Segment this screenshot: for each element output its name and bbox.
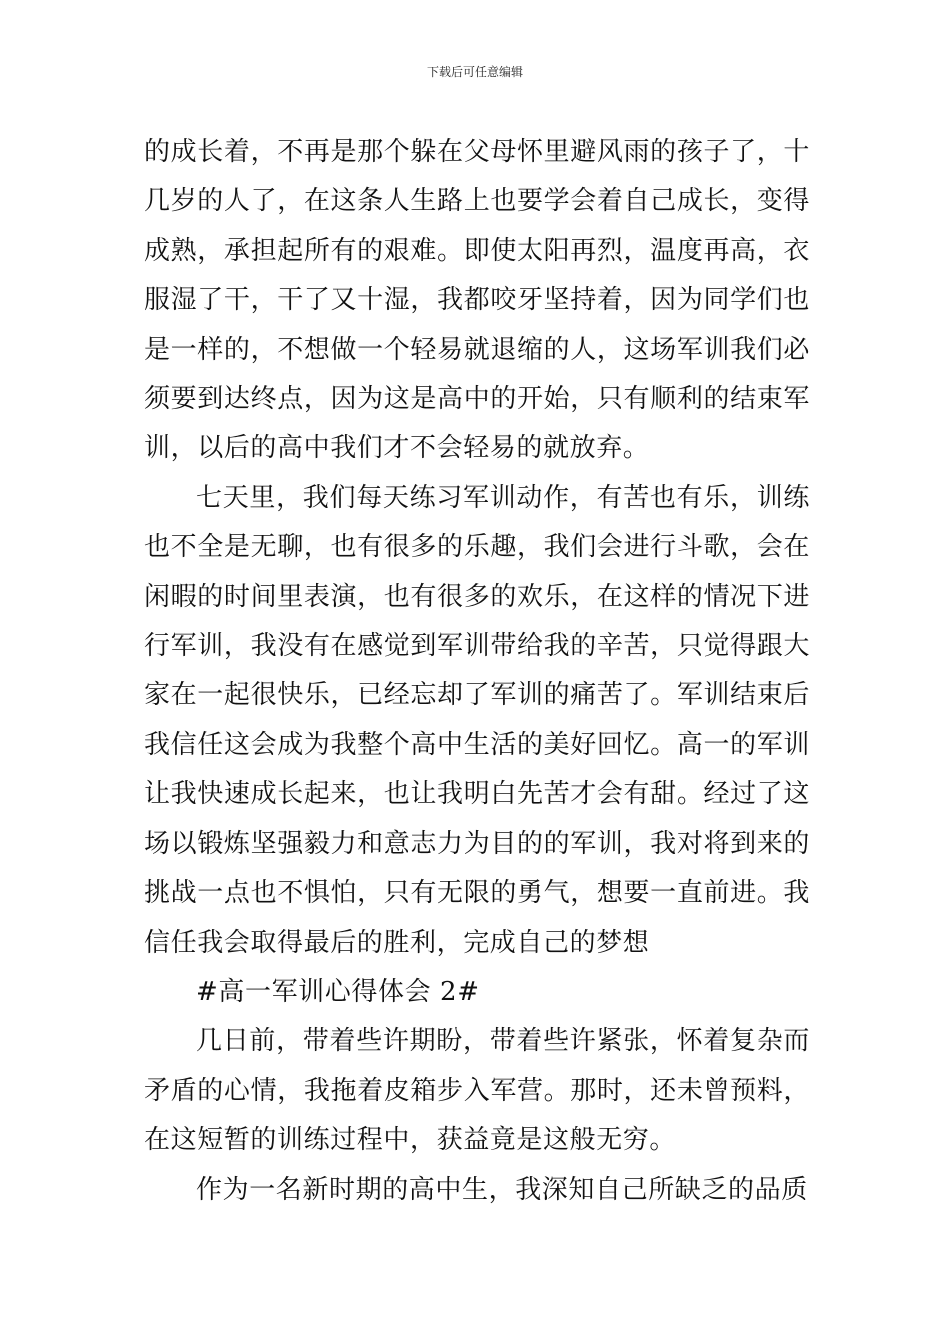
paragraph-qualities: 作为一名新时期的高中生，我深知自己所缺乏的品质	[196, 1174, 808, 1205]
paragraph-continuation: 的成长着，不再是那个躲在父母怀里避风雨的孩子了，十几岁的人了，在这条人生路上也要学会着自己成长，变得成熟，承担起所有的艰难。即使太阳再烈，温度再高，衣服湿了干，干了又十湿，我都咬牙坚持着，因为同学们也是一样的，不想做一个轻易就退缩的人，这场军训我们必须要到达终点，因为这是高中的开始，只有顺利的结束军训，以后的高中我们才不会轻易的就放弃。	[144, 137, 810, 464]
paragraph-seven-days: 七天里，我们每天练习军训动作，有苦也有乐，训练也不全是无聊，也有很多的乐趣，我们会进行斗歌，会在闲暇的时间里表演，也有很多的欢乐，在这样的情况下进行军训，我没有在感觉到军训带给我的辛苦，只觉得跟大家在一起很快乐，已经忘却了军训的痛苦了。军训结束后我信任这会成为我整个高中生活的美好回忆。高一的军训让我快速成长起来，也让我明白先苦才会有甜。经过了这场以锻炼坚强毅力和意志力为目的的军训，我对将到来的挑战一点也不惧怕，只有无限的勇气，想要一直前进。我信任我会取得最后的胜利，完成自己的梦想	[144, 482, 810, 958]
section-heading: #高一军训心得体会 2#	[196, 976, 480, 1007]
page-header: 下载后可任意编辑	[426, 65, 523, 79]
paragraph-arrival: 几日前，带着些许期盼，带着些许紧张，怀着复杂而矛盾的心情，我拖着皮箱步入军营。那时，还未曾预料，在这短暂的训练过程中，获益竟是这般无穷。	[144, 1026, 810, 1156]
document-body	[144, 128, 810, 1215]
